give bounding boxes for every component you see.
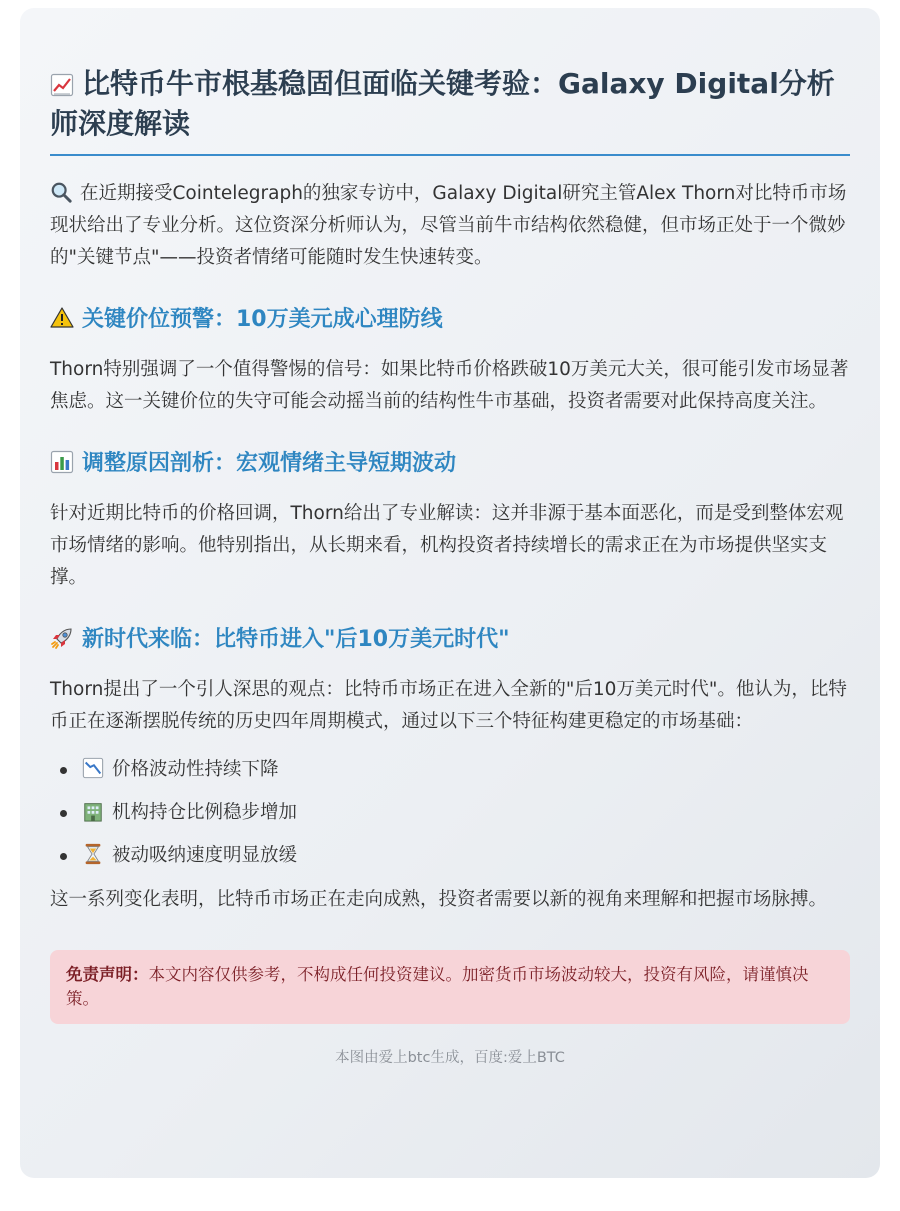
section-body-adjustment-cause: 针对近期比特币的价格回调，Thorn给出了专业解读：这并非源于基本面恶化，而是受到整体宏观市场情绪的影响。他特别指出，从长期来看，机构投资者持续增长的需求正在为市场提供坚实支撑。 xyxy=(50,503,844,588)
intro-paragraph xyxy=(50,178,850,274)
bar-chart-icon xyxy=(50,450,74,474)
section-heading-text: 新时代来临：比特币进入"后10万美元时代" xyxy=(82,627,510,652)
footer-credit: 本图由爱上btc生成，百度:爱上BTC xyxy=(335,1050,565,1066)
article-card xyxy=(20,8,880,1178)
title-divider xyxy=(50,154,850,156)
feature-text: 被动吸纳速度明显放缓 xyxy=(112,845,298,866)
feature-text: 价格波动性持续下降 xyxy=(112,759,279,780)
section-body-new-era: Thorn提出了一个引人深思的观点：比特币市场正在进入全新的"后10万美元时代"。他认为，比特币正在逐渐摆脱传统的历史四年周期模式，通过以下三个特征构建更稳定的市场基础： xyxy=(50,679,847,732)
list-item xyxy=(60,754,850,786)
office-building-icon xyxy=(82,800,104,822)
feature-text: 机构持仓比例稳步增加 xyxy=(112,802,298,823)
page-title-text: 比特币牛市根基稳固但面临关键考验：Galaxy Digital分析师深度解读 xyxy=(50,67,835,140)
hourglass-icon xyxy=(82,843,104,865)
warning-icon xyxy=(50,306,74,330)
chart-increasing-icon xyxy=(50,73,74,97)
bullet-dot xyxy=(60,853,67,860)
section-heading-new-era xyxy=(50,624,850,656)
conclusion-paragraph: 这一系列变化表明，比特币市场正在走向成熟，投资者需要以新的视角来理解和把握市场脉搏。 xyxy=(50,889,828,910)
section-heading-adjustment-cause xyxy=(50,448,850,480)
section-heading-text: 调整原因剖析：宏观情绪主导短期波动 xyxy=(82,451,457,476)
page-title xyxy=(50,64,850,144)
intro-text: 在近期接受Cointelegraph的独家专访中，Galaxy Digital研究主管Alex Thorn对比特币市场现状给出了专业分析。这位资深分析师认为，尽管当前牛市结构依然稳健，但市场正处于一个微妙的"关键节点"——投资者情绪可能随时发生快速转变。 xyxy=(50,183,847,268)
list-item xyxy=(60,797,850,829)
magnifying-glass-icon xyxy=(50,181,72,203)
disclaimer-box xyxy=(50,950,850,1024)
bullet-dot xyxy=(60,810,67,817)
section-heading-price-warning xyxy=(50,304,850,336)
rocket-icon xyxy=(50,626,74,650)
disclaimer-label: 免责声明： xyxy=(66,965,149,984)
section-body-price-warning: Thorn特别强调了一个值得警惕的信号：如果比特币价格跌破10万美元大关，很可能引发市场显著焦虑。这一关键价位的失守可能会动摇当前的结构性牛市基础，投资者需要对此保持高度关注。 xyxy=(50,359,849,412)
feature-list xyxy=(50,754,850,872)
list-item xyxy=(60,840,850,872)
bullet-dot xyxy=(60,767,67,774)
disclaimer-text: 本文内容仅供参考，不构成任何投资建议。加密货币市场波动较大，投资有风险，请谨慎决策。 xyxy=(66,965,809,1008)
chart-decreasing-icon xyxy=(82,757,104,779)
section-heading-text: 关键价位预警：10万美元成心理防线 xyxy=(82,307,443,332)
